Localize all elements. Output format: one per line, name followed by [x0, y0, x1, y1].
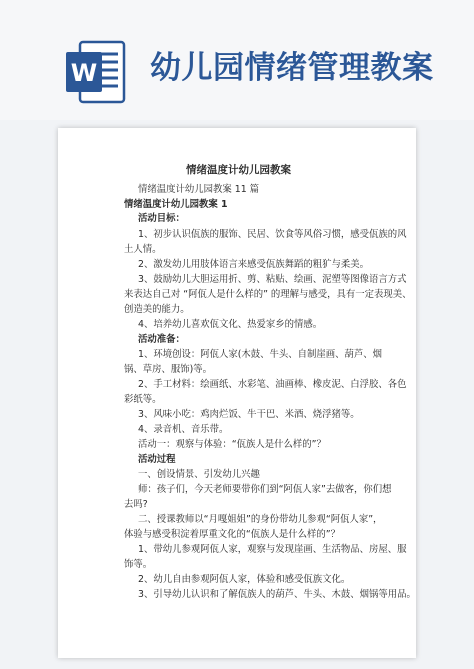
document-line: 饰等。: [124, 559, 153, 570]
document-line: 2、激发幼儿用肢体语言来感受佤族舞蹈的粗犷与柔美。: [138, 259, 369, 270]
page-title: 幼儿园情绪管理教案: [150, 50, 434, 86]
document-line: 体验与感受积淀着厚重文化的“佤族人是什么样的”？: [124, 529, 340, 540]
document-line: 2、手工材料：绘画纸、水彩笔、油画棒、橡皮泥、白浮胶、各色: [138, 379, 407, 390]
document-line: 一、创设情景、引发幼儿兴趣: [138, 469, 260, 480]
document-line: 4、培养幼儿喜欢佤文化、热爱家乡的情感。: [138, 319, 323, 330]
document-line: 去吗?: [124, 499, 148, 510]
document-line: 师：孩子们，今天老师要带你们到“阿佤人家”去做客，你们想: [138, 484, 392, 495]
document-title: 情绪温度计幼儿园教案: [186, 164, 291, 176]
document-line: 活动目标：: [138, 213, 185, 224]
document-line: 活动一：观察与体验：“佤族人是什么样的”？: [138, 439, 326, 450]
document-sheet: [58, 128, 416, 658]
document-line: 彩纸等。: [124, 394, 162, 405]
document-line: 创造美的能力。: [124, 304, 190, 315]
document-line: 情绪温度计幼儿园教案 11 篇: [138, 184, 260, 195]
document-line: 情绪温度计幼儿园教案 1: [124, 199, 228, 210]
header-banner: [0, 0, 474, 120]
document-line: 1、初步认识佤族的服饰、民居、饮食等风俗习惯，感受佤族的风: [138, 229, 407, 240]
document-line: 1、环境创设：阿佤人家(木鼓、牛头、自制崖画、葫芦、烟: [138, 349, 382, 360]
document-line: 锅、草房、服饰)等。: [124, 364, 213, 375]
word-document-icon: [64, 40, 126, 104]
document-line: 活动过程: [138, 454, 176, 465]
document-line: 来表达自己对 “阿佤人是什么样的” 的理解与感受，具有一定表现美、: [124, 289, 412, 300]
document-line: 1、带幼儿参观阿佤人家，观察与发现崖画、生活物品、房屋、服: [138, 544, 407, 555]
document-line: 二、授课教师以“月嘎姐姐”的身份带幼儿参观“阿佤人家”，: [138, 514, 383, 525]
document-line: 3、引导幼儿认识和了解佤族人的葫芦、牛头、木鼓、烟锅等用品。: [138, 589, 416, 600]
document-line: 4、录音机、音乐带。: [138, 424, 229, 435]
svg-text:W: W: [70, 59, 98, 87]
document-line: 2、幼儿自由参观阿佤人家，体验和感受佤族文化。: [138, 574, 351, 585]
document-line: 活动准备：: [138, 334, 185, 345]
document-line: 3、鼓励幼儿大胆运用折、剪、粘贴、绘画、泥塑等图像语言方式: [138, 274, 407, 285]
document-line: 3、风味小吃：鸡肉烂饭、牛干巴、米酒、烧浮猪等。: [138, 409, 360, 420]
document-line: 土人情。: [124, 244, 162, 255]
